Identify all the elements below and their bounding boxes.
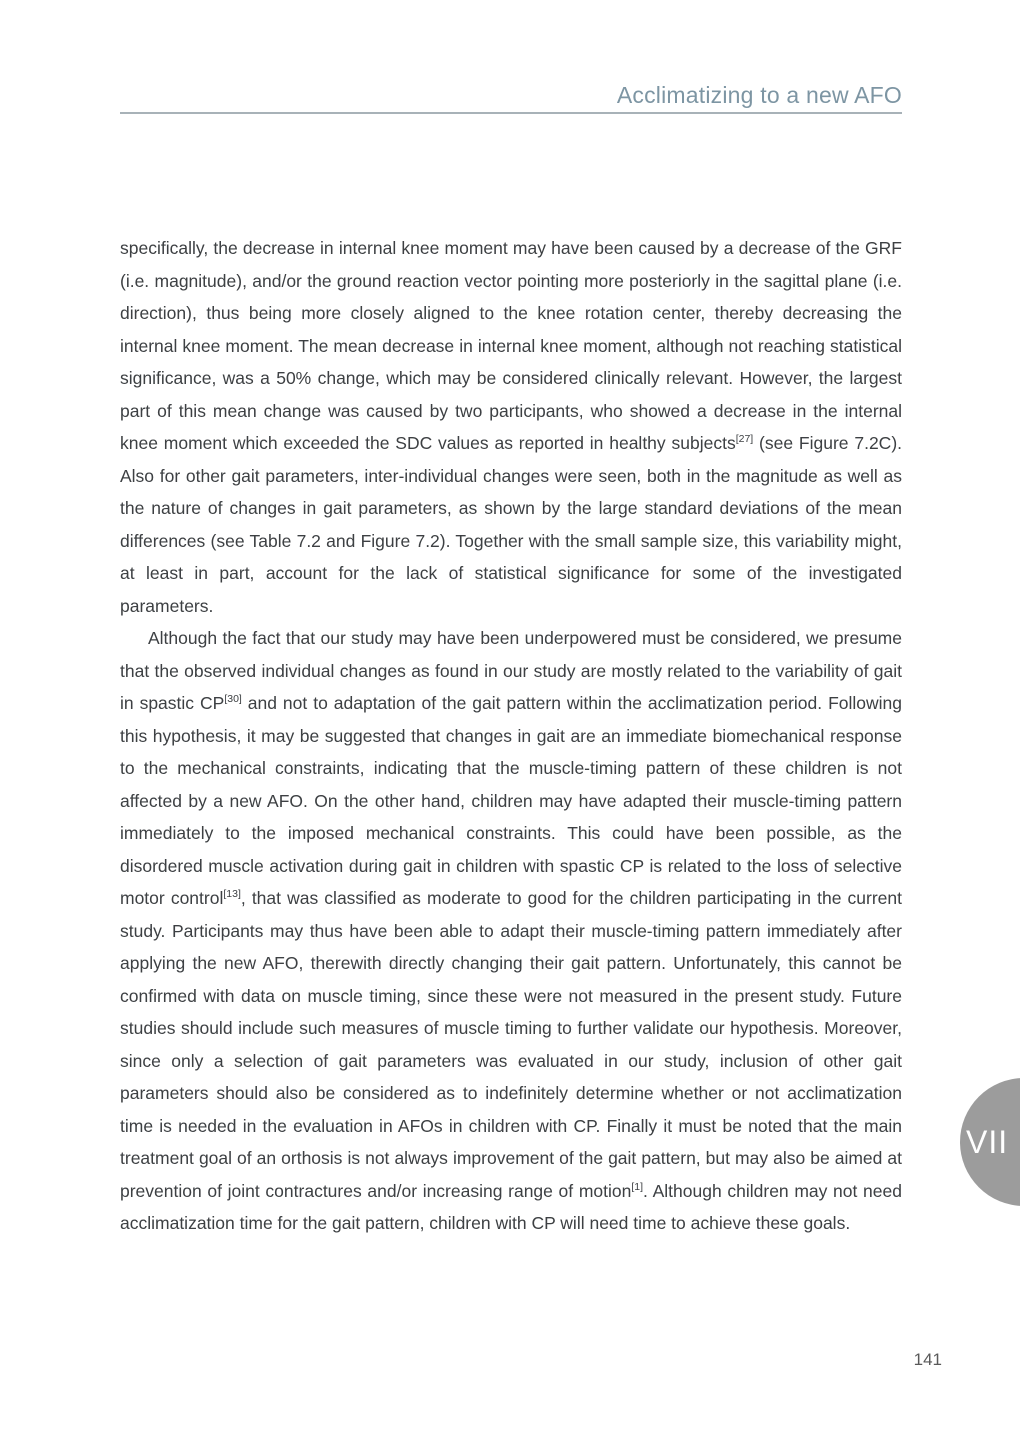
chapter-tab-label: VII: [966, 1123, 1009, 1160]
text-segment: (see Figure 7.2C). Also for other gait parameters, inter-individual changes were seen, both in the magnitude as well as the nature of changes in gait parameters, as shown by the large standard deviations of the mean differences (see Table 7.2 and Figure 7.2). Together with the small sample size, this variability might, at least in part, account for the lack of statistical significance for some of the investigated parameters.: [120, 433, 903, 616]
text-segment: , that was classified as moderate to good for the children participating in the current study. Participants may thus have been able to adapt their muscle-timing pattern immediately after applying the new AFO, therewith directly changing their gait pattern. Unfortunately, this cannot be confirmed with data on muscle timing, since these were not measured in the present study. Future studies should include such measures of muscle timing to further validate our hypothesis. Moreover, since only a selection of gait parameters was evaluated in our study, inclusion of other gait parameters should also be considered as to indefinitely determine whether or not acclimatization time is needed in the evaluation in AFOs in children with CP. Finally it must be noted that the main treatment goal of an orthosis is not always improvement of the gait pattern, but may also be aimed at prevention of joint contractures and/or increasing range of motion: [120, 888, 903, 1201]
paragraph: [120, 232, 902, 622]
paragraph: [120, 622, 902, 1240]
body-text: [120, 232, 902, 1240]
citation-superscript: [1]: [631, 1180, 644, 1193]
citation-superscript: [27]: [735, 433, 754, 446]
page-number: 141: [913, 1350, 942, 1369]
citation-superscript: [30]: [224, 693, 242, 706]
text-segment: specifically, the decrease in internal knee moment may have been caused by a decrease of the GRF (i.e. magnitude), and/or the ground reaction vector pointing more posteriorly in the sagittal plane (i.e. direction), thus being more closely aligned to the knee rotation center, thereby decreasing the internal knee moment. The mean decrease in internal knee moment, although not reaching statistical significance, was a 50% change, which may be considered clinically relevant. However, the largest part of this mean change was caused by two participants, who showed a decrease in the internal knee moment which exceeded the SDC values as reported in healthy subjects: [120, 238, 902, 453]
chapter-tab: [960, 1078, 1020, 1206]
text-segment: and not to adaptation of the gait pattern within the acclimatization period. Following this hypothesis, it may be suggested that changes in gait are an immediate biomechanical response to the mechanical constraints, indicating that the muscle-timing pattern of these children is not affected by a new AFO. On the other hand, children may have adapted their muscle-timing pattern immediately to the imposed mechanical constraints. This could have been possible, as the disordered muscle activation during gait in children with spastic CP is related to the loss of selective motor control: [120, 693, 902, 908]
running-head-title: Acclimatizing to a new AFO: [616, 82, 902, 108]
citation-superscript: [13]: [223, 888, 241, 901]
text-segment: . Although children may not need acclimatization time for the gait pattern, children with CP will need time to achieve these goals.: [120, 1180, 902, 1233]
text-segment: Although the fact that our study may have been underpowered must be considered, we presume that the observed individual changes as found in our study are mostly related to the variability of gait in spastic CP: [120, 628, 902, 713]
header-rule: [120, 112, 902, 114]
